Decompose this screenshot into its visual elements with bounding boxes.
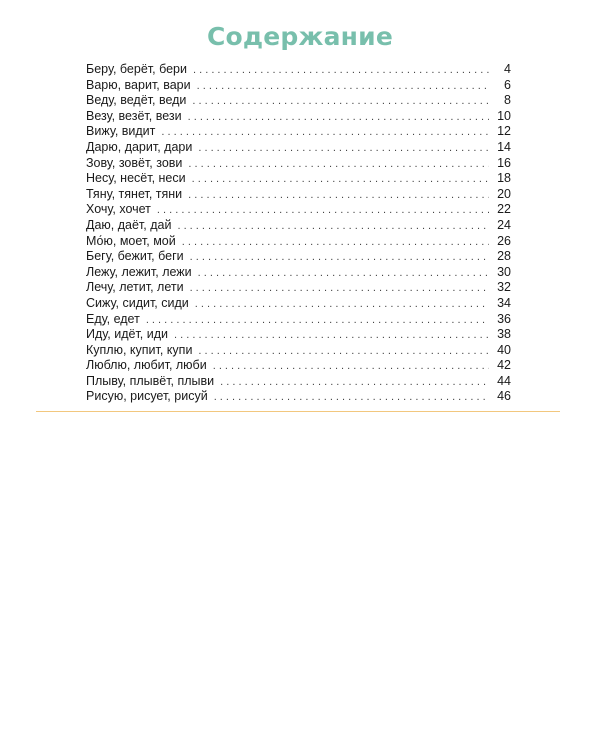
toc-entry-page: 38 bbox=[497, 327, 511, 342]
toc-entry-page: 18 bbox=[497, 171, 511, 186]
dot-leader bbox=[190, 281, 489, 297]
toc-entry-label: Несу, несёт, неси bbox=[86, 171, 186, 186]
toc-entry[interactable] bbox=[86, 234, 511, 250]
toc-list bbox=[86, 62, 511, 405]
toc-entry-label: Люблю, любит, люби bbox=[86, 358, 207, 373]
dot-leader bbox=[195, 297, 489, 313]
toc-entry[interactable] bbox=[86, 389, 511, 405]
toc-entry[interactable] bbox=[86, 202, 511, 218]
toc-entry-label: Беру, берёт, бери bbox=[86, 62, 187, 76]
toc-entry-label: Веду, ведёт, веди bbox=[86, 93, 187, 108]
toc-entry-page: 24 bbox=[497, 217, 511, 232]
dot-leader bbox=[188, 188, 489, 204]
toc-entry[interactable] bbox=[86, 218, 511, 234]
toc-entry[interactable] bbox=[86, 124, 511, 140]
dot-leader bbox=[161, 125, 489, 141]
toc-entry-page: 12 bbox=[497, 124, 511, 139]
toc-entry[interactable] bbox=[86, 249, 511, 265]
toc-entry-page: 42 bbox=[497, 358, 511, 373]
dot-leader bbox=[182, 235, 489, 251]
toc-entry[interactable] bbox=[86, 343, 511, 359]
toc-entry-label: Иду, идёт, иди bbox=[86, 327, 168, 342]
toc-entry[interactable] bbox=[86, 312, 511, 328]
toc-entry-page: 46 bbox=[497, 389, 511, 404]
toc-entry-page: 32 bbox=[497, 280, 511, 295]
dot-leader bbox=[193, 63, 489, 79]
dot-leader bbox=[174, 328, 489, 344]
toc-entry-label: Варю, варит, вари bbox=[86, 77, 191, 92]
toc-entry[interactable] bbox=[86, 327, 511, 343]
toc-entry-label: Зову, зовёт, зови bbox=[86, 155, 183, 170]
dot-leader bbox=[177, 219, 489, 235]
toc-entry-label: Сижу, сидит, сиди bbox=[86, 295, 189, 310]
toc-entry[interactable] bbox=[86, 109, 511, 125]
toc-entry-page: 28 bbox=[497, 249, 511, 264]
dot-leader bbox=[188, 157, 489, 173]
toc-entry-page: 6 bbox=[504, 77, 511, 92]
toc-entry-label: Плыву, плывёт, плыви bbox=[86, 373, 215, 388]
toc-entry[interactable] bbox=[86, 265, 511, 281]
toc-entry[interactable] bbox=[86, 93, 511, 109]
toc-entry-page: 34 bbox=[497, 295, 511, 310]
toc-entry-page: 10 bbox=[497, 108, 511, 123]
dot-leader bbox=[198, 344, 489, 360]
toc-entry-label: Бегу, бежит, беги bbox=[86, 249, 184, 264]
dot-leader bbox=[146, 313, 489, 329]
toc-entry[interactable] bbox=[86, 62, 511, 78]
toc-entry-label: Лежу, лежит, лежи bbox=[86, 264, 192, 279]
dot-leader bbox=[220, 375, 489, 391]
toc-entry-page: 36 bbox=[497, 311, 511, 326]
toc-entry[interactable] bbox=[86, 296, 511, 312]
toc-entry[interactable] bbox=[86, 187, 511, 203]
dot-leader bbox=[188, 110, 489, 126]
toc-entry-label: Тяну, тянет, тяни bbox=[86, 186, 183, 201]
dot-leader bbox=[213, 359, 489, 375]
toc-entry-label: Рисую, рисует, рисуй bbox=[86, 389, 208, 404]
page-title: Содержание bbox=[206, 22, 394, 51]
toc-entry[interactable] bbox=[86, 171, 511, 187]
toc-entry-label: Дарю, дарит, дари bbox=[86, 139, 193, 154]
dot-leader bbox=[192, 172, 489, 188]
toc-entry-page: 30 bbox=[497, 264, 511, 279]
toc-entry-label: Мо́ю, моет, мой bbox=[86, 233, 176, 248]
dot-leader bbox=[190, 250, 489, 266]
toc-entry-page: 22 bbox=[497, 202, 511, 217]
toc-entry[interactable] bbox=[86, 156, 511, 172]
toc-entry-label: Хочу, хочет bbox=[86, 202, 151, 217]
toc-entry-page: 26 bbox=[497, 233, 511, 248]
toc-entry[interactable] bbox=[86, 140, 511, 156]
divider-line bbox=[36, 411, 560, 412]
toc-entry-label: Везу, везёт, вези bbox=[86, 108, 182, 123]
dot-leader bbox=[157, 203, 489, 219]
toc-entry-page: 8 bbox=[504, 93, 511, 108]
toc-entry[interactable] bbox=[86, 78, 511, 94]
toc-entry-label: Вижу, видит bbox=[86, 124, 156, 139]
toc-entry[interactable] bbox=[86, 280, 511, 296]
toc-entry-page: 44 bbox=[497, 373, 511, 388]
toc-entry-page: 20 bbox=[497, 186, 511, 201]
dot-leader bbox=[198, 141, 489, 157]
toc-entry-label: Куплю, купит, купи bbox=[86, 342, 193, 357]
dot-leader bbox=[197, 79, 489, 95]
toc-entry-page: 40 bbox=[497, 342, 511, 357]
toc-entry-page: 4 bbox=[504, 62, 511, 76]
dot-leader bbox=[214, 390, 489, 406]
dot-leader bbox=[192, 94, 489, 110]
toc-entry-page: 14 bbox=[497, 139, 511, 154]
toc-entry-page: 16 bbox=[497, 155, 511, 170]
toc-entry-label: Лечу, летит, лети bbox=[86, 280, 184, 295]
dot-leader bbox=[198, 266, 489, 282]
toc-entry-label: Даю, даёт, дай bbox=[86, 217, 172, 232]
toc-entry[interactable] bbox=[86, 374, 511, 390]
toc-entry-label: Еду, едет bbox=[86, 311, 140, 326]
toc-entry[interactable] bbox=[86, 358, 511, 374]
